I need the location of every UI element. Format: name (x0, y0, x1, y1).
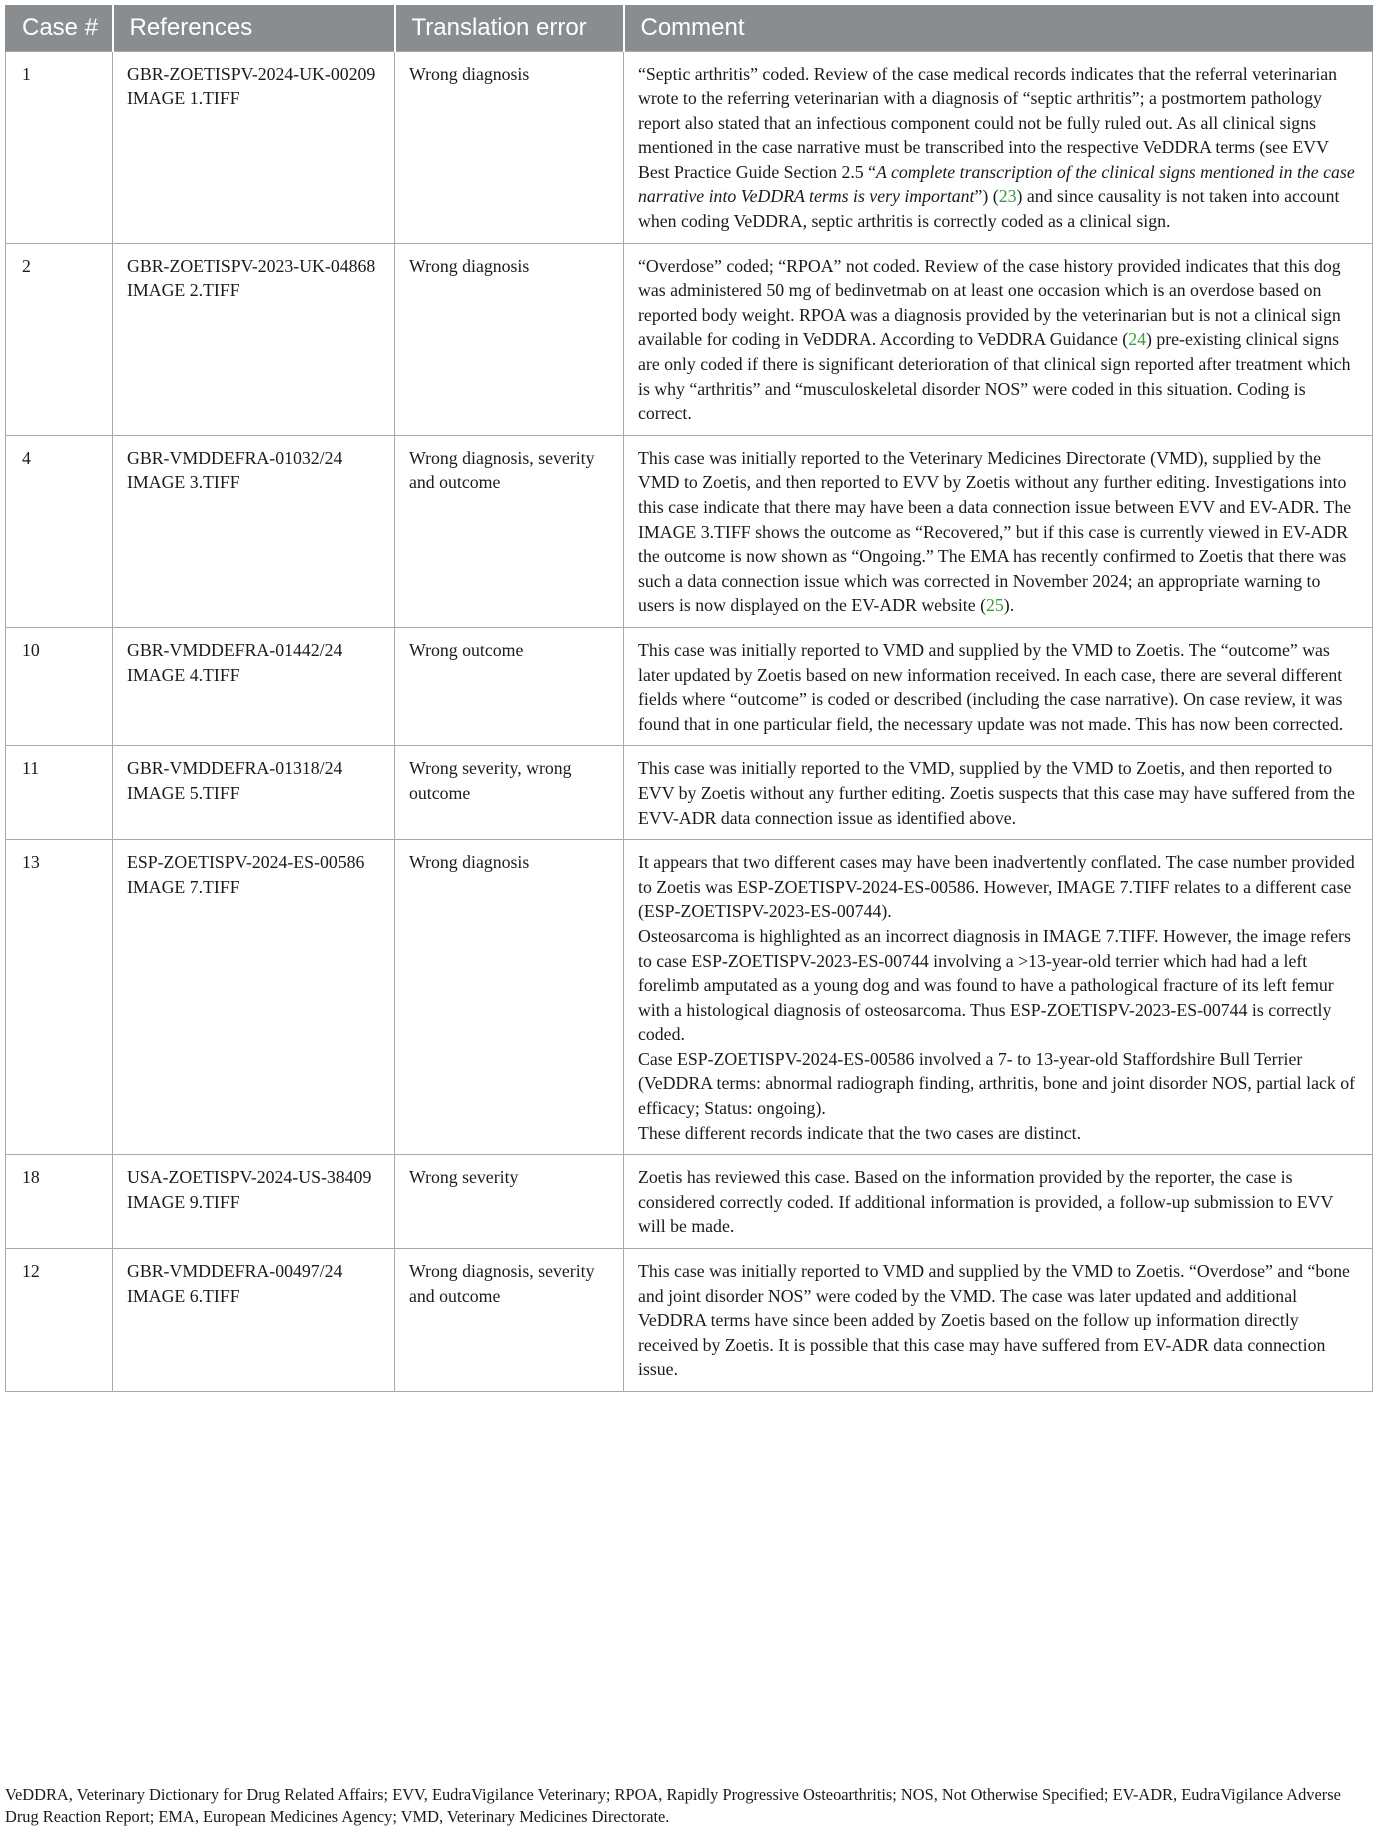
table-row (6, 627, 1373, 745)
case-number-cell: 13 (6, 840, 113, 1155)
references-cell (113, 627, 395, 745)
translation-error-cell: Wrong diagnosis (395, 51, 624, 243)
comment-cell: Zoetis has reviewed this case. Based on the information provided by the reporter, the case is considered correctly coded. If additional information is provided, a follow-up submission to EVV will be made. (624, 1155, 1373, 1249)
abbreviations-text: VeDDRA, Veterinary Dictionary for Drug Related Affairs; EVV, EudraVigilance Veterinary; RPOA, Rapidly Progressive Osteoarthritis; NOS, Not Otherwise Specified; EV-ADR, EudraVigilance Adverse Drug Reaction Report; EMA, European Medicines Agency; VMD, Veterinary Medicines Directorate. (5, 1785, 1341, 1826)
translation-error-table (5, 5, 1373, 1392)
case-number-cell: 1 (6, 51, 113, 243)
case-reference: GBR-VMDDEFRA-00497/24 (127, 1261, 343, 1282)
translation-error-cell: Wrong severity, wrong outcome (395, 746, 624, 840)
table-row (6, 1155, 1373, 1249)
table-container (5, 5, 1372, 1392)
citation-link-23[interactable]: 23 (998, 186, 1017, 207)
case-reference: USA-ZOETISPV-2024-US-38409 (127, 1167, 372, 1188)
comment-cell (624, 243, 1373, 435)
citation-link-24[interactable]: 24 (1128, 329, 1146, 350)
case-reference: GBR-VMDDEFRA-01032/24 (127, 447, 343, 468)
comment-cell: This case was initially reported to the VMD, supplied by the VMD to Zoetis, and then reported to EVV by Zoetis without any further editing. Zoetis suspects that this case may have suffered from the EVV-ADR data connection issue as identified above. (624, 746, 1373, 840)
case-number-cell: 2 (6, 243, 113, 435)
translation-error-cell: Wrong severity (395, 1155, 624, 1249)
image-reference: IMAGE 7.TIFF (127, 876, 240, 897)
header-translation-error: Translation error (395, 5, 624, 51)
comment-cell (624, 435, 1373, 627)
case-reference: ESP-ZOETISPV-2024-ES-00586 (127, 852, 365, 873)
references-cell (113, 746, 395, 840)
translation-error-cell: Wrong diagnosis, severity and outcome (395, 435, 624, 627)
table-row (6, 840, 1373, 1155)
comment-text: “Overdose” coded; “RPOA” not coded. Review of the case history provided indicates that this dog was administered 50 mg of bedinvetmab on at least one occasion which is an overdose based on reported body weight. RPOA was a diagnosis provided by the veterinarian but is not a clinical sign available for coding in VeDDRA. According to VeDDRA Guidance ( (638, 255, 1341, 350)
translation-error-cell: Wrong diagnosis, severity and outcome (395, 1249, 624, 1392)
comment-text: This case was initially reported to the Veterinary Medicines Directorate (VMD), supplied by the VMD to Zoetis, and then reported to EVV by Zoetis without any further editing. Investigations into this case indicate that there may have been a data connection issue between EVV and EV-ADR. The IMAGE 3.TIFF shows the outcome as “Recovered,” but if this case is currently viewed in EV-ADR the outcome is now shown as “Ongoing.” The EMA has recently confirmed to Zoetis that there was such a data connection issue which was corrected in November 2024; an appropriate warning to users is now displayed on the EV-ADR website ( (638, 447, 1352, 616)
header-comment: Comment (624, 5, 1373, 51)
table-footnote (5, 1784, 1373, 1828)
image-reference: IMAGE 3.TIFF (127, 472, 240, 493)
image-reference: IMAGE 6.TIFF (127, 1285, 240, 1306)
comment-text: ). (1003, 595, 1015, 616)
table-row (6, 746, 1373, 840)
case-reference: GBR-VMDDEFRA-01442/24 (127, 639, 343, 660)
image-reference: IMAGE 2.TIFF (127, 280, 240, 301)
comment-text: ”) ( (974, 186, 999, 207)
header-references: References (113, 5, 395, 51)
comment-cell (624, 51, 1373, 243)
translation-error-cell: Wrong diagnosis (395, 840, 624, 1155)
comment-paragraph: Case ESP-ZOETISPV-2024-ES-00586 involved a 7- to 13-year-old Staffordshire Bull Terrier (VeDDRA terms: abnormal radiograph finding, arthritis, bone and joint disorder NOS, partial lack of efficacy; Status: ongoing). (638, 1048, 1356, 1119)
table-header (6, 5, 1373, 51)
references-cell (113, 1155, 395, 1249)
table-row (6, 435, 1373, 627)
image-reference: IMAGE 9.TIFF (127, 1191, 240, 1212)
table-row (6, 51, 1373, 243)
comment-cell (624, 840, 1373, 1155)
header-row (6, 5, 1373, 51)
case-number-cell: 10 (6, 627, 113, 745)
image-reference: IMAGE 4.TIFF (127, 664, 240, 685)
case-number-cell: 4 (6, 435, 113, 627)
header-case-number: Case # (6, 5, 113, 51)
translation-error-cell: Wrong diagnosis (395, 243, 624, 435)
comment-paragraph: These different records indicate that the two cases are distinct. (638, 1122, 1082, 1143)
case-number-cell: 18 (6, 1155, 113, 1249)
citation-link-25[interactable]: 25 (986, 595, 1004, 616)
references-cell (113, 243, 395, 435)
comment-text: ) and since causality is not taken into account when coding VeDDRA, septic arthritis is correctly coded as a clinical sign. (638, 186, 1340, 232)
references-cell (113, 51, 395, 243)
translation-error-cell: Wrong outcome (395, 627, 624, 745)
comment-cell: This case was initially reported to VMD and supplied by the VMD to Zoetis. The “outcome” was later updated by Zoetis based on new information received. In each case, there are several different fields where “outcome” is coded or described (including the case narrative). On case review, it was found that in one particular field, the necessary update was not made. This has now been corrected. (624, 627, 1373, 745)
comment-quote: A complete transcription of the clinical signs mentioned in the case narrative into VeDDRA terms is very important (638, 161, 1355, 207)
table-row (6, 243, 1373, 435)
comment-text: ) pre-existing clinical signs are only coded if there is significant deterioration of that clinical sign reported after treatment which is why “arthritis” and “musculoskeletal disorder NOS” were coded in this situation. Coding is correct. (638, 329, 1351, 424)
comment-paragraph: Osteosarcoma is highlighted as an incorrect diagnosis in IMAGE 7.TIFF. However, the image refers to case ESP-ZOETISPV-2023-ES-00744 involving a >13-year-old terrier which had had a left forelimb amputated as a young dog and was found to have a pathological fracture of its left femur with a histological diagnosis of osteosarcoma. Thus ESP-ZOETISPV-2023-ES-00744 is correctly coded. (638, 925, 1351, 1045)
comment-paragraph: It appears that two different cases may have been inadvertently conflated. The case number provided to Zoetis was ESP-ZOETISPV-2024-ES-00586. However, IMAGE 7.TIFF relates to a different case (ESP-ZOETISPV-2023-ES-00744). (638, 852, 1355, 922)
table-body (6, 51, 1373, 1392)
case-reference: GBR-ZOETISPV-2024-UK-00209 (127, 63, 376, 84)
references-cell (113, 840, 395, 1155)
comment-text: “Septic arthritis” coded. Review of the case medical records indicates that the referral veterinarian wrote to the referring veterinarian with a diagnosis of “septic arthritis”; a postmortem pathology report also stated that an infectious component could not be fully ruled out. As all clinical signs mentioned in the case narrative must be transcribed into the respective VeDDRA terms (see EVV Best Practice Guide Section 2.5 “ (638, 63, 1338, 182)
comment-cell: This case was initially reported to VMD and supplied by the VMD to Zoetis. “Overdose” and “bone and joint disorder NOS” were coded by the VMD. The case was later updated and additional VeDDRA terms have since been added by Zoetis based on the follow up information directly received by Zoetis. It is possible that this case may have suffered from EV-ADR data connection issue. (624, 1249, 1373, 1392)
case-reference: GBR-ZOETISPV-2023-UK-04868 (127, 255, 376, 276)
references-cell (113, 435, 395, 627)
case-reference: GBR-VMDDEFRA-01318/24 (127, 758, 343, 779)
table-row (6, 1249, 1373, 1392)
image-reference: IMAGE 5.TIFF (127, 782, 240, 803)
case-number-cell: 11 (6, 746, 113, 840)
case-number-cell: 12 (6, 1249, 113, 1392)
references-cell (113, 1249, 395, 1392)
image-reference: IMAGE 1.TIFF (127, 88, 240, 109)
